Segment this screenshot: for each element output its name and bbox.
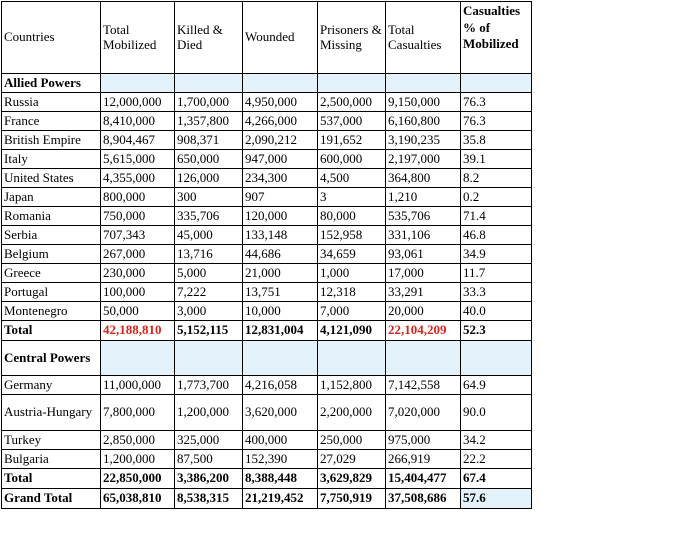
central-powers-section-fill-cell [175, 341, 243, 376]
cell-country: Total [2, 469, 101, 489]
cell-prisoners-missing: 250,000 [318, 431, 386, 450]
cell-wounded: 12,831,004 [243, 321, 318, 341]
cell-country: Total [2, 321, 101, 341]
table-row [2, 302, 532, 321]
cell-prisoners-missing: 3,629,829 [318, 469, 386, 489]
cell-casualties-pct: 76.3 [461, 112, 532, 131]
cell-wounded: 4,950,000 [243, 93, 318, 112]
cell-killed-died: 908,371 [175, 131, 243, 150]
cell-casualties-pct: 11.7 [461, 264, 532, 283]
cell-prisoners-missing: 7,000 [318, 302, 386, 321]
cell-killed-died: 325,000 [175, 431, 243, 450]
cell-wounded: 2,090,212 [243, 131, 318, 150]
table-row [2, 150, 532, 169]
cell-killed-died: 1,773,700 [175, 376, 243, 395]
cell-mobilized: 8,410,000 [101, 112, 175, 131]
table-row [2, 376, 532, 395]
cell-prisoners-missing: 4,121,090 [318, 321, 386, 341]
cell-mobilized: 2,850,000 [101, 431, 175, 450]
cell-prisoners-missing: 80,000 [318, 207, 386, 226]
table-row [2, 93, 532, 112]
cell-prisoners-missing: 2,500,000 [318, 93, 386, 112]
cell-casualties-pct: 46.8 [461, 226, 532, 245]
cell-casualties-pct: 22.2 [461, 450, 532, 469]
cell-mobilized: 8,904,467 [101, 131, 175, 150]
cell-prisoners-missing: 1,152,800 [318, 376, 386, 395]
cell-total-casualties: 6,160,800 [386, 112, 461, 131]
cell-prisoners-missing: 34,659 [318, 245, 386, 264]
central-powers-section [2, 341, 532, 376]
cell-total-casualties: 22,104,209 [386, 321, 461, 341]
cell-prisoners-missing: 3 [318, 188, 386, 207]
cell-wounded: 8,388,448 [243, 469, 318, 489]
table-row [2, 283, 532, 302]
allied-total-row [2, 321, 532, 341]
cell-killed-died: 45,000 [175, 226, 243, 245]
table-row [2, 131, 532, 150]
table-row [2, 450, 532, 469]
header-total-mobilized: Total Mobilized [101, 2, 175, 74]
cell-mobilized: 22,850,000 [101, 469, 175, 489]
cell-total-casualties: 33,291 [386, 283, 461, 302]
cell-mobilized: 707,343 [101, 226, 175, 245]
cell-country: Grand Total [2, 489, 101, 509]
cell-country: Japan [2, 188, 101, 207]
cell-total-casualties: 2,197,000 [386, 150, 461, 169]
cell-country: France [2, 112, 101, 131]
cell-casualties-pct: 67.4 [461, 469, 532, 489]
cell-mobilized: 11,000,000 [101, 376, 175, 395]
grand-total-row [2, 489, 532, 509]
cell-wounded: 21,000 [243, 264, 318, 283]
cell-total-casualties: 20,000 [386, 302, 461, 321]
cell-country: Bulgaria [2, 450, 101, 469]
cell-wounded: 13,751 [243, 283, 318, 302]
allied-powers-section-fill-cell [461, 74, 532, 93]
cell-total-casualties: 93,061 [386, 245, 461, 264]
cell-prisoners-missing: 7,750,919 [318, 489, 386, 509]
central-powers-section-label: Central Powers [2, 341, 101, 376]
cell-killed-died: 335,706 [175, 207, 243, 226]
cell-prisoners-missing: 1,000 [318, 264, 386, 283]
cell-killed-died: 7,222 [175, 283, 243, 302]
cell-total-casualties: 535,706 [386, 207, 461, 226]
table-row [2, 169, 532, 188]
cell-country: United States [2, 169, 101, 188]
cell-casualties-pct: 71.4 [461, 207, 532, 226]
cell-killed-died: 3,000 [175, 302, 243, 321]
header-killed-died: Killed & Died [175, 2, 243, 74]
cell-killed-died: 13,716 [175, 245, 243, 264]
table-row [2, 245, 532, 264]
cell-total-casualties: 17,000 [386, 264, 461, 283]
cell-country: Romania [2, 207, 101, 226]
cell-killed-died: 650,000 [175, 150, 243, 169]
header-row [2, 2, 532, 74]
central-powers-section-fill-cell [318, 341, 386, 376]
cell-country: Germany [2, 376, 101, 395]
cell-prisoners-missing: 600,000 [318, 150, 386, 169]
cell-prisoners-missing: 2,200,000 [318, 395, 386, 431]
cell-casualties-pct: 52.3 [461, 321, 532, 341]
table-row [2, 188, 532, 207]
cell-total-casualties: 975,000 [386, 431, 461, 450]
cell-wounded: 947,000 [243, 150, 318, 169]
cell-prisoners-missing: 191,652 [318, 131, 386, 150]
central-powers-section-fill-cell [243, 341, 318, 376]
header-prisoners-missing: Prisoners & Missing [318, 2, 386, 74]
cell-killed-died: 1,700,000 [175, 93, 243, 112]
cell-killed-died: 1,200,000 [175, 395, 243, 431]
cell-country: Portugal [2, 283, 101, 302]
cell-mobilized: 100,000 [101, 283, 175, 302]
allied-powers-section-fill-cell [243, 74, 318, 93]
cell-casualties-pct: 76.3 [461, 93, 532, 112]
cell-country: British Empire [2, 131, 101, 150]
cell-mobilized: 65,038,810 [101, 489, 175, 509]
cell-casualties-pct: 34.2 [461, 431, 532, 450]
allied-powers-section-label: Allied Powers [2, 74, 101, 93]
header-casualties-pct: Casualties % of Mobilized [461, 2, 532, 74]
cell-killed-died: 5,152,115 [175, 321, 243, 341]
cell-prisoners-missing: 12,318 [318, 283, 386, 302]
cell-total-casualties: 266,919 [386, 450, 461, 469]
cell-casualties-pct: 34.9 [461, 245, 532, 264]
cell-total-casualties: 9,150,000 [386, 93, 461, 112]
cell-killed-died: 5,000 [175, 264, 243, 283]
cell-mobilized: 750,000 [101, 207, 175, 226]
cell-wounded: 21,219,452 [243, 489, 318, 509]
cell-casualties-pct: 90.0 [461, 395, 532, 431]
cell-killed-died: 3,386,200 [175, 469, 243, 489]
cell-casualties-pct: 57.6 [461, 489, 532, 509]
central-powers-section-fill-cell [101, 341, 175, 376]
table-row [2, 207, 532, 226]
cell-country: Austria-Hungary [2, 395, 101, 431]
cell-prisoners-missing: 537,000 [318, 112, 386, 131]
cell-casualties-pct: 8.2 [461, 169, 532, 188]
cell-killed-died: 87,500 [175, 450, 243, 469]
cell-wounded: 4,266,000 [243, 112, 318, 131]
allied-powers-section-fill-cell [101, 74, 175, 93]
cell-total-casualties: 1,210 [386, 188, 461, 207]
cell-wounded: 152,390 [243, 450, 318, 469]
casualty-table [1, 1, 532, 509]
cell-total-casualties: 364,800 [386, 169, 461, 188]
allied-powers-section-fill-cell [386, 74, 461, 93]
cell-mobilized: 42,188,810 [101, 321, 175, 341]
table-row [2, 395, 532, 431]
cell-total-casualties: 7,020,000 [386, 395, 461, 431]
cell-mobilized: 7,800,000 [101, 395, 175, 431]
table-row [2, 226, 532, 245]
cell-country: Turkey [2, 431, 101, 450]
cell-mobilized: 230,000 [101, 264, 175, 283]
header-wounded: Wounded [243, 2, 318, 74]
cell-prisoners-missing: 27,029 [318, 450, 386, 469]
table-row [2, 264, 532, 283]
cell-casualties-pct: 40.0 [461, 302, 532, 321]
cell-wounded: 120,000 [243, 207, 318, 226]
central-powers-section-fill-cell [461, 341, 532, 376]
cell-mobilized: 4,355,000 [101, 169, 175, 188]
cell-wounded: 234,300 [243, 169, 318, 188]
cell-wounded: 4,216,058 [243, 376, 318, 395]
cell-killed-died: 126,000 [175, 169, 243, 188]
cell-wounded: 400,000 [243, 431, 318, 450]
cell-country: Montenegro [2, 302, 101, 321]
cell-wounded: 44,686 [243, 245, 318, 264]
cell-wounded: 133,148 [243, 226, 318, 245]
cell-mobilized: 1,200,000 [101, 450, 175, 469]
cell-casualties-pct: 33.3 [461, 283, 532, 302]
cell-total-casualties: 37,508,686 [386, 489, 461, 509]
cell-killed-died: 1,357,800 [175, 112, 243, 131]
cell-killed-died: 8,538,315 [175, 489, 243, 509]
cell-country: Italy [2, 150, 101, 169]
allied-powers-section [2, 74, 532, 93]
cell-total-casualties: 331,106 [386, 226, 461, 245]
cell-wounded: 907 [243, 188, 318, 207]
allied-powers-section-fill-cell [318, 74, 386, 93]
cell-mobilized: 800,000 [101, 188, 175, 207]
cell-casualties-pct: 64.9 [461, 376, 532, 395]
header-countries: Countries [2, 2, 101, 74]
cell-prisoners-missing: 152,958 [318, 226, 386, 245]
central-total-row [2, 469, 532, 489]
cell-mobilized: 12,000,000 [101, 93, 175, 112]
cell-country: Greece [2, 264, 101, 283]
table-row [2, 112, 532, 131]
cell-country: Russia [2, 93, 101, 112]
cell-country: Belgium [2, 245, 101, 264]
cell-mobilized: 50,000 [101, 302, 175, 321]
table-row [2, 431, 532, 450]
cell-total-casualties: 3,190,235 [386, 131, 461, 150]
cell-mobilized: 267,000 [101, 245, 175, 264]
cell-casualties-pct: 39.1 [461, 150, 532, 169]
allied-powers-section-fill-cell [175, 74, 243, 93]
cell-total-casualties: 15,404,477 [386, 469, 461, 489]
cell-wounded: 10,000 [243, 302, 318, 321]
cell-casualties-pct: 0.2 [461, 188, 532, 207]
cell-total-casualties: 7,142,558 [386, 376, 461, 395]
central-powers-section-fill-cell [386, 341, 461, 376]
cell-country: Serbia [2, 226, 101, 245]
cell-casualties-pct: 35.8 [461, 131, 532, 150]
header-total-casualties: Total Casualties [386, 2, 461, 74]
cell-killed-died: 300 [175, 188, 243, 207]
cell-prisoners-missing: 4,500 [318, 169, 386, 188]
cell-mobilized: 5,615,000 [101, 150, 175, 169]
cell-wounded: 3,620,000 [243, 395, 318, 431]
